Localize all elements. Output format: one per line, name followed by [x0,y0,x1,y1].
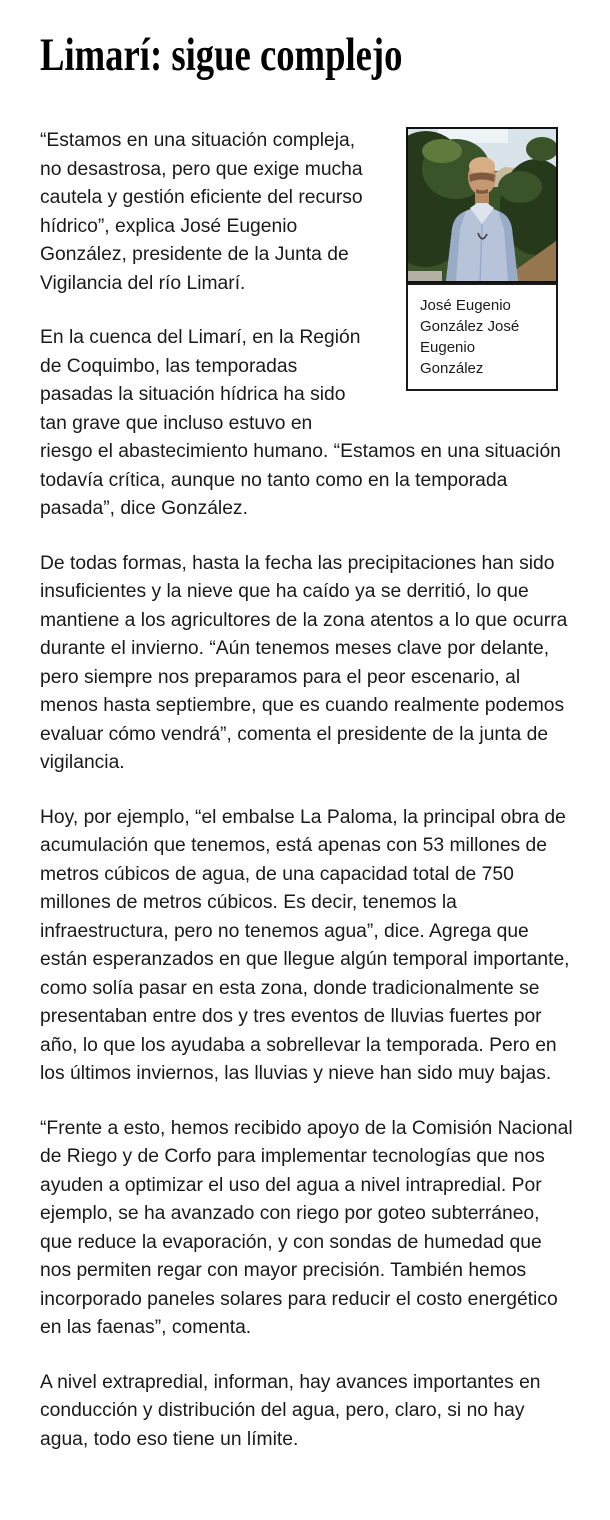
jose-eugenio-gonzalez-photo [406,127,558,283]
ground-left-shape [408,271,442,281]
page-title-text: Limarí: sigue complejo [40,29,403,81]
foliage-highlight-shape [422,139,462,163]
paragraph-1: “Estamos en una situación compleja, no desastrosa, pero que exige mucha cautela y gestión eficiente del recurso hídrico”, explica José Eugenio González, presidente de la Junta de Vigilancia del río Limarí. [40,130,363,294]
paragraph-2: En la cuenca del Limarí, en la Región de Coquimbo, las temporadas pasadas la situación hídrica ha sido tan grave que incluso estuvo en riesgo el abastecimiento humano. “Estamos en una situación todavía crítica, aunque no tanto como en la temporada pasada”, dice González. [40,327,561,519]
foliage-right-mid-shape [498,171,542,203]
paragraph-3: De todas formas, hasta la fecha las precipitaciones han sido insuficientes y la nieve que ha caído ya se derritió, lo que mantiene a los agricultores de la zona atentos a lo que ocurra durante el invierno. “Aún tenemos meses clave por delante, pero siempre nos preparamos para el peor escenario, al menos hasta septiembre, que es cuando realmente podemos evaluar cómo vendrá”, comenta el presidente de la junta de vigilancia. [40,552,568,773]
man-crown-shape [469,157,495,175]
photo-illustration [408,129,556,281]
page-title [40,28,574,82]
article-body [40,127,574,1454]
article-figure [406,127,558,391]
paragraph-5: “Frente a esto, hemos recibido apoyo de la Comisión Nacional de Riego y de Corfo para implementar tecnologías que nos ayuden a optimizar el uso del agua a nivel intrapredial. Por ejemplo, se ha avanzado con riego por goteo subterráneo, que reduce la evaporación, y con sondas de humedad que nos permiten regar con mayor precisión. También hemos incorporado paneles solares para reducir el costo energético en las faenas”, comenta. [40,1117,573,1338]
paragraph-6: A nivel extrapredial, informan, hay avances importantes en conducción y distribución del agua, pero, claro, si no hay agua, todo eso tiene un límite. [40,1371,541,1450]
photo-caption: José Eugenio González José Eugenio González [406,283,558,391]
paragraph-4: Hoy, por ejemplo, “el embalse La Paloma, la principal obra de acumulación que tenemos, está apenas con 53 millones de metros cúbicos de agua, de una capacidad total de 750 millones de metros cúbicos. Es decir, tenemos la infraestructura, pero no tenemos agua”, dice. Agrega que están esperanzados en que llegue algún temporal importante, como solía pasar en esta zona, donde tradicionalmente se presentaban entre dos y tres eventos de lluvias fuertes por año, lo que los ayudaba a sobrellevar la temporada. Pero en los últimos inviernos, las lluvias y nieve han sido muy bajas. [40,806,570,1084]
